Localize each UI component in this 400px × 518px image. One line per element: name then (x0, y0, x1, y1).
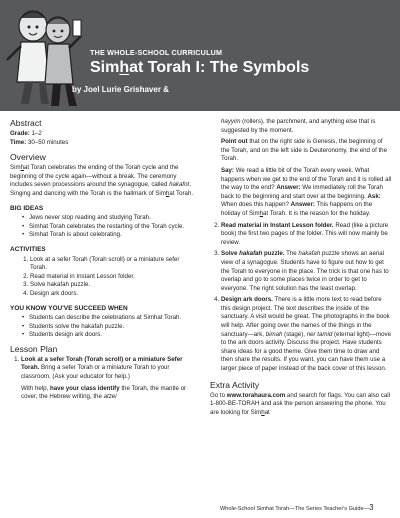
step-paragraph: Say: We read a little bit of the Torah every week. What happens when we get to the end of the Torah and it is rolled all the way to the end? Answer: We immediately roll the Torah back to the beginning and start over at the beginning. Ask: When does this happen? Answer: This happens on the holiday of Simhat Torah. It is the reason for the holiday. (221, 166, 392, 217)
list-item: • Students solve the hakafah puzzle. (22, 323, 197, 332)
list-item: 1. Look at a sefer Torah (Torah scroll) or a miniature sefer Torah. (30, 256, 197, 273)
page-title: Simhat Torah I: The Symbols (90, 59, 310, 76)
extra-activity-heading: Extra Activity (210, 379, 260, 390)
step-paragraph: hayyim (rollers), the parchment, and anything else that is suggested by the moment. (221, 118, 376, 134)
list-item: • Simhat Torah celebrates the restarting of the Torah cycle. (22, 223, 197, 232)
step-paragraph: 1. Look at a sefer Torah (Torah scroll) or a miniature Sefer Torah. Bring a sefer Torah or a miniature Torah to your classroom. (Ask your educator for help.) (21, 355, 183, 381)
activities-heading: ACTIVITIES (10, 245, 46, 253)
list-item: • Students design ark doors. (22, 331, 197, 340)
lesson-plan-list-continued (210, 222, 392, 374)
left-column (10, 118, 197, 405)
list-item: 4. Design ark doors. (30, 290, 197, 299)
lesson-plan-list (10, 356, 197, 402)
step-paragraph: Point out that on the right side is Genesis, the beginning of the Torah, and on the left side is Deuteronomy, the end of the Torah. (221, 138, 388, 163)
extra-activity-paragraph: Go to www.torahaura.com and search for flags. You can also call 1-800-BE-TORAH and ask the person answering the phone. You are looking for Simhat (210, 391, 391, 416)
continued-text (210, 118, 392, 219)
big-ideas-list (22, 214, 197, 240)
list-item: • Students can describe the celebrations at Simhat Torah. (22, 314, 197, 323)
list-item: • Simhat Torah is about celebrating. (22, 231, 197, 240)
step-paragraph: With help, have your class identify the Torah, the mantle or cover, the Hebrew writing, the atzei (21, 384, 187, 401)
list-item: • Jews never stop reading and studying Torah. (22, 214, 197, 223)
header-banner (0, 0, 400, 111)
list-item: 3. Solve hakafah puzzle. (30, 281, 197, 290)
lesson-step: 4. Design ark doors. There is a little more text to read before this design project. The text describes the inside of the sanctuary. A visit would be great. The photographs in the book will help. After going over the names of the things in the sanctuary—ark, bimah (stage), ner tamid (eternal light)—move to the ark doors activity. Discuss the project. Have students share ideas for a good theme. Give them time to draw and then share the results. If you want, you can have them use a larger piece of paper instead of the back cover of this lesson. (221, 296, 392, 373)
abstract-heading: Abstract (10, 118, 42, 128)
page-footer: Whole-School Simhat Torah—The Series Teacher's Guide—3 (220, 503, 374, 512)
list-item: 2. Read material in Instant Lesson folder. (30, 273, 197, 282)
succeed-list (22, 314, 197, 340)
succeed-heading: YOU KNOW YOU'VE SUCCEED WHEN (10, 304, 128, 312)
torahaura-link[interactable]: www.torahaura.com (226, 391, 286, 399)
big-ideas-heading: BIG IDEAS (10, 204, 44, 212)
lesson-plan-heading: Lesson Plan (10, 343, 58, 354)
activities-list (10, 256, 197, 299)
lesson-step (21, 356, 197, 402)
lesson-step: 2. Read material in Instant Lesson folder. Read (like a picture book) the first two pages of the folder. This will now mainly be review. (221, 222, 392, 248)
byline: by Joel Lurie Grishaver & (72, 85, 169, 94)
right-column (210, 118, 392, 420)
time-line: Time: 30–50 minutes (10, 138, 69, 146)
page-number: 3 (369, 503, 374, 512)
overview-heading: Overview (10, 152, 46, 163)
overview-paragraph: Simhat Torah celebrates the ending of the Torah cycle and the beginning of the cycle again—without a break. The ceremony includes seven processions around the synagogue, called hakafot. Singing and dancing with the Torah is the hallmark of Simhat Torah. (10, 164, 194, 197)
grade-line: Grade: 1–2 (10, 130, 42, 137)
lesson-step: 3. Solve hakafah puzzle. The hakafah puzzle shows an aerial view of a synagogue. Students have to figure out how to get the Torah to everyone in the place. The trick is that one has to overlap and go to some places twice in order to get to everyone. The right solution has the least overlap. (221, 250, 392, 293)
curriculum-label: THE WHOLE-SCHOOL CURRICULUM (90, 48, 223, 57)
